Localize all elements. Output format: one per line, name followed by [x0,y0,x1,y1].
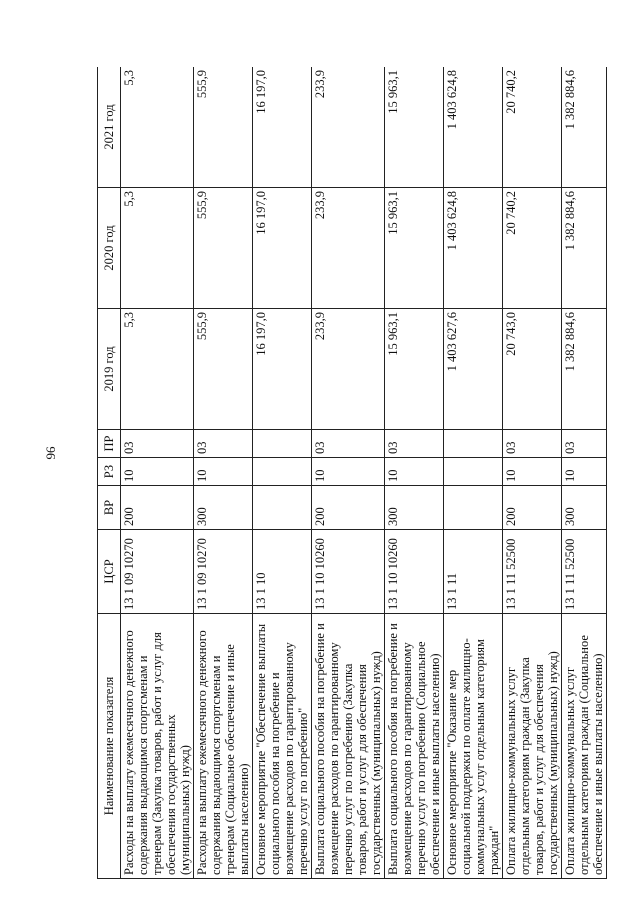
cell-csr: 13 1 11 52500 [562,530,607,614]
cell-rz: 10 [194,458,253,486]
header-rz: РЗ [98,458,121,486]
cell-vr: 200 [312,486,385,530]
header-2019: 2019 год [98,309,121,430]
cell-rz: 10 [503,458,562,486]
cell-pr: 03 [194,430,253,458]
cell-vr [253,486,312,530]
cell-2020: 233,9 [312,188,385,309]
cell-name: Основное мероприятие "Оказание мер социальной поддержки по оплате жилищно-коммунальных услуг отдельным категориям граждан" [444,614,503,879]
cell-name: Оплата жилищно-коммунальных услуг отдельным категориям граждан (Социальное обеспечение и иные выплаты населению) [562,614,607,879]
cell-2021: 15 963,1 [385,67,444,188]
cell-name: Оплата жилищно-коммунальных услуг отдельным категориям граждан (Закупка товаров, работ и услуг для обеспечения государственных (муниципальных) нужд) [503,614,562,879]
cell-rz: 10 [562,458,607,486]
cell-pr [444,430,503,458]
header-pr: ПР [98,430,121,458]
cell-csr: 13 1 11 52500 [503,530,562,614]
cell-pr: 03 [312,430,385,458]
cell-vr [444,486,503,530]
cell-name: Основное мероприятие "Обеспечение выплаты социального пособия на погребение и возмещение расходов по гарантированному перечню услуг по погребению" [253,614,312,879]
cell-2020: 15 963,1 [385,188,444,309]
header-2020: 2020 год [98,188,121,309]
cell-rz: 10 [121,458,194,486]
rotated-content [97,67,607,879]
cell-2021: 555,9 [194,67,253,188]
cell-rz: 10 [385,458,444,486]
cell-csr: 13 1 10 10260 [385,530,444,614]
cell-vr: 300 [562,486,607,530]
cell-2019: 1 403 627,6 [444,309,503,430]
table-row [253,67,312,879]
cell-csr: 13 1 10 [253,530,312,614]
page-number: 96 [43,446,58,460]
cell-2019: 233,9 [312,309,385,430]
cell-vr: 200 [121,486,194,530]
cell-2021: 1 382 884,6 [562,67,607,188]
cell-csr: 13 1 11 [444,530,503,614]
cell-name: Расходы на выплату ежемесячного денежного содержания выдающимся спортсменам и тренерам (Социальное обеспечение и иные выплаты населению) [194,614,253,879]
cell-vr: 300 [194,486,253,530]
cell-2021: 20 740,2 [503,67,562,188]
table-row [194,67,253,879]
cell-2021: 233,9 [312,67,385,188]
header-row [98,67,121,879]
cell-2020: 1 403 624,8 [444,188,503,309]
cell-csr: 13 1 09 10270 [194,530,253,614]
budget-table [97,67,607,879]
cell-2020: 1 382 884,6 [562,188,607,309]
cell-name: Выплата социального пособия на погребение и возмещение расходов по гарантированному перечню услуг по погребению (Социальное обеспечение и иные выплаты населению) [385,614,444,879]
cell-2020: 20 740,2 [503,188,562,309]
cell-2021: 1 403 624,8 [444,67,503,188]
header-name: Наименование показателя [98,614,121,879]
cell-pr: 03 [562,430,607,458]
cell-2021: 16 197,0 [253,67,312,188]
header-vr: ВР [98,486,121,530]
cell-rz [253,458,312,486]
cell-pr [253,430,312,458]
header-csr: ЦСР [98,530,121,614]
table-row [121,67,194,879]
cell-2019: 15 963,1 [385,309,444,430]
cell-vr: 200 [503,486,562,530]
cell-csr: 13 1 10 10260 [312,530,385,614]
table-row [503,67,562,879]
header-2021: 2021 год [98,67,121,188]
cell-name: Расходы на выплату ежемесячного денежного содержания выдающимся спортсменам и тренерам (Закупка товаров, работ и услуг для обеспечения государственных (муниципальных) нужд) [121,614,194,879]
cell-vr: 300 [385,486,444,530]
cell-2020: 555,9 [194,188,253,309]
cell-2019: 5,3 [121,309,194,430]
cell-name: Выплата социального пособия на погребение и возмещение расходов по гарантированному перечню услуг по погребению (Закупка товаров, работ и услуг для обеспечения государственных (муниципальных) нужд) [312,614,385,879]
rotated-page [97,67,607,879]
cell-rz [444,458,503,486]
cell-csr: 13 1 09 10270 [121,530,194,614]
cell-pr: 03 [385,430,444,458]
cell-2019: 1 382 884,6 [562,309,607,430]
table-row [385,67,444,879]
cell-pr: 03 [503,430,562,458]
cell-2019: 16 197,0 [253,309,312,430]
cell-2021: 5,3 [121,67,194,188]
table-row [312,67,385,879]
cell-2020: 5,3 [121,188,194,309]
cell-2019: 20 743,0 [503,309,562,430]
table-row [562,67,607,879]
cell-2019: 555,9 [194,309,253,430]
cell-rz: 10 [312,458,385,486]
cell-pr: 03 [121,430,194,458]
cell-2020: 16 197,0 [253,188,312,309]
table-row [444,67,503,879]
